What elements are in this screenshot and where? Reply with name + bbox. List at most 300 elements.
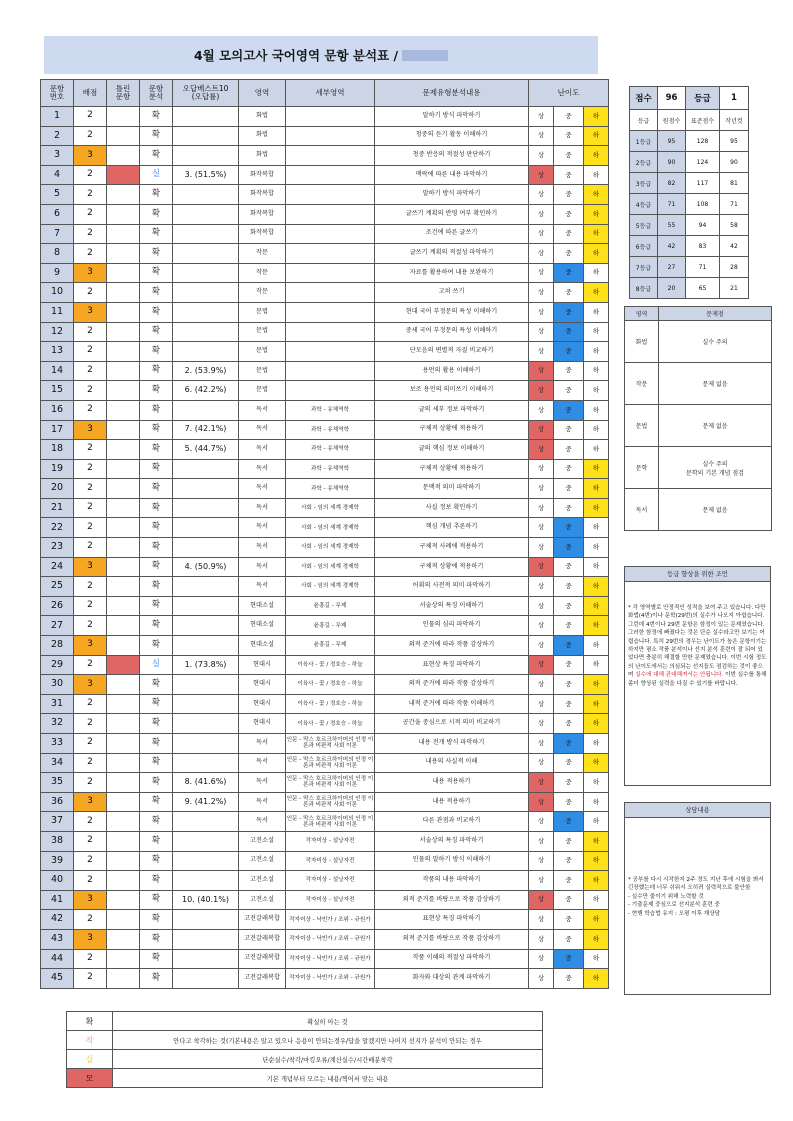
wrong-mark-cell	[107, 694, 140, 714]
area-cell: 독서	[239, 479, 286, 499]
level-mid-cell: 중	[554, 851, 584, 871]
area-cell: 화작복합	[239, 204, 286, 224]
analysis-cell: 확	[140, 616, 173, 636]
sub-area-cell: 인문 - 막스 호르크하이머의 인정 이론과 비판적 사회 이론	[286, 792, 375, 812]
level-mid-cell: 중	[554, 107, 584, 127]
table-row	[41, 890, 609, 910]
area-cell: 작문	[239, 244, 286, 264]
level-high-cell: 상	[529, 498, 554, 518]
points-cell: 2	[74, 498, 107, 518]
analysis-cell: 확	[140, 694, 173, 714]
area-cell: 문법	[239, 361, 286, 381]
table-row	[41, 420, 609, 440]
wrong-mark-cell	[107, 185, 140, 205]
question-number: 25	[41, 577, 74, 597]
question-number: 19	[41, 459, 74, 479]
wrong-mark-cell	[107, 146, 140, 166]
question-number: 26	[41, 596, 74, 616]
level-high-cell: 상	[529, 753, 554, 773]
level-mid-cell: 중	[554, 675, 584, 695]
content-cell: 표현상 특징 파악하기	[375, 655, 529, 675]
level-low-cell: 하	[584, 694, 609, 714]
grade-name: 4등급	[630, 194, 658, 215]
points-cell: 2	[74, 714, 107, 734]
feedback-area: 문법	[625, 405, 659, 447]
level-low-cell: 하	[584, 361, 609, 381]
level-high-cell: 상	[529, 263, 554, 283]
miss-rate-cell: 10. (40.1%)	[173, 890, 239, 910]
level-low-cell: 하	[584, 283, 609, 303]
analysis-cell: 확	[140, 557, 173, 577]
analysis-cell: 확	[140, 302, 173, 322]
content-cell: 중세 국어 부정문의 특성 이해하기	[375, 322, 529, 342]
level-low-cell: 하	[584, 773, 609, 793]
content-cell: 청중의 듣기 활동 이해하기	[375, 126, 529, 146]
analysis-cell: 확	[140, 283, 173, 303]
legend-key: 모	[67, 1069, 113, 1088]
points-cell: 2	[74, 812, 107, 832]
sub-area-cell	[286, 283, 375, 303]
level-mid-cell: 중	[554, 302, 584, 322]
grade-score: 71	[686, 257, 720, 278]
area-cell: 독서	[239, 518, 286, 538]
points-cell: 3	[74, 557, 107, 577]
points-cell: 2	[74, 831, 107, 851]
points-cell: 3	[74, 263, 107, 283]
table-row	[41, 910, 609, 930]
content-cell: 단모음의 변별적 자질 비교하기	[375, 342, 529, 362]
area-cell: 화작복합	[239, 185, 286, 205]
table-row	[41, 929, 609, 949]
question-number: 18	[41, 440, 74, 460]
content-cell: 용언의 활용 이해하기	[375, 361, 529, 381]
wrong-mark-cell	[107, 675, 140, 695]
miss-rate-cell	[173, 322, 239, 342]
analysis-cell: 확	[140, 381, 173, 401]
level-low-cell: 하	[584, 479, 609, 499]
level-low-cell: 하	[584, 498, 609, 518]
sub-area-cell	[286, 146, 375, 166]
grade-cut-row	[630, 173, 749, 194]
points-cell: 2	[74, 773, 107, 793]
table-row	[41, 459, 609, 479]
analysis-cell: 확	[140, 929, 173, 949]
question-number: 34	[41, 753, 74, 773]
miss-rate-cell: 2. (53.9%)	[173, 361, 239, 381]
wrong-mark-cell	[107, 107, 140, 127]
miss-rate-cell	[173, 283, 239, 303]
area-cell: 현대소설	[239, 596, 286, 616]
level-mid-cell: 중	[554, 244, 584, 264]
miss-rate-cell	[173, 871, 239, 891]
analysis-cell: 확	[140, 126, 173, 146]
analysis-cell: 확	[140, 440, 173, 460]
question-number: 3	[41, 146, 74, 166]
area-cell: 현대시	[239, 655, 286, 675]
miss-rate-cell	[173, 753, 239, 773]
wrong-mark-cell	[107, 596, 140, 616]
miss-rate-cell: 4. (50.9%)	[173, 557, 239, 577]
points-cell: 2	[74, 596, 107, 616]
area-cell: 화작복합	[239, 165, 286, 185]
level-high-cell: 상	[529, 929, 554, 949]
points-cell: 2	[74, 185, 107, 205]
sub-area-cell	[286, 263, 375, 283]
area-cell: 문법	[239, 381, 286, 401]
table-row	[41, 851, 609, 871]
grade-score: 20	[658, 278, 686, 299]
table-row	[41, 302, 609, 322]
sub-area-cell	[286, 322, 375, 342]
miss-rate-cell: 3. (51.5%)	[173, 165, 239, 185]
grade-score: 58	[720, 215, 749, 236]
sub-area-cell: 이육사 - 꽃 / 정호승 - 하늘	[286, 694, 375, 714]
level-low-cell: 하	[584, 302, 609, 322]
points-cell: 2	[74, 910, 107, 930]
advice-title: 등급 향상을 위한 조언	[625, 567, 770, 582]
feedback-text: 문제 없음	[659, 405, 772, 447]
level-high-cell: 상	[529, 479, 554, 499]
question-number: 44	[41, 949, 74, 969]
points-cell: 2	[74, 655, 107, 675]
level-high-cell: 상	[529, 518, 554, 538]
content-cell: 내용 적용하기	[375, 773, 529, 793]
wrong-mark-cell	[107, 714, 140, 734]
level-low-cell: 하	[584, 538, 609, 558]
grade-cut-row	[630, 152, 749, 173]
points-cell: 2	[74, 518, 107, 538]
points-cell: 2	[74, 126, 107, 146]
grade-name: 7등급	[630, 257, 658, 278]
sub-area-cell: 윤흥길 - 무제	[286, 616, 375, 636]
content-cell: 내적 준거에 따라 작품 이해하기	[375, 694, 529, 714]
feedback-area: 작문	[625, 363, 659, 405]
advice-body	[625, 582, 770, 692]
table-row	[41, 498, 609, 518]
area-cell: 문법	[239, 302, 286, 322]
level-high-cell: 상	[529, 302, 554, 322]
question-number: 42	[41, 910, 74, 930]
points-cell: 3	[74, 420, 107, 440]
analysis-cell: 확	[140, 342, 173, 362]
table-row	[41, 185, 609, 205]
content-cell: 작품 이해의 적절성 파악하기	[375, 949, 529, 969]
advice-text-end: 이번 실수를 통해 좀더 향상된 실력을 다질 수 있기를 바랍니다.	[628, 672, 767, 687]
wrong-mark-cell	[107, 773, 140, 793]
table-row	[41, 812, 609, 832]
wrong-mark-cell	[107, 734, 140, 754]
wrong-mark-cell	[107, 831, 140, 851]
grade-score: 90	[720, 152, 749, 173]
level-high-cell: 상	[529, 949, 554, 969]
wrong-mark-cell	[107, 910, 140, 930]
wrong-mark-cell	[107, 518, 140, 538]
content-cell: 말하기 방식 파악하기	[375, 185, 529, 205]
legend-row	[67, 1031, 543, 1050]
miss-rate-cell: 7. (42.1%)	[173, 420, 239, 440]
question-number: 5	[41, 185, 74, 205]
column-header: 틀린 문항	[107, 80, 140, 107]
table-row	[41, 969, 609, 989]
wrong-mark-cell	[107, 969, 140, 989]
miss-rate-cell	[173, 302, 239, 322]
content-cell: 글쓰기 계획의 적절성 파악하기	[375, 244, 529, 264]
table-row	[41, 655, 609, 675]
content-cell: 인물의 말하기 방식 이해하기	[375, 851, 529, 871]
level-low-cell: 하	[584, 792, 609, 812]
feedback-text: 실수 주의	[659, 321, 772, 363]
question-number: 45	[41, 969, 74, 989]
grade-name: 3등급	[630, 173, 658, 194]
level-low-cell: 하	[584, 107, 609, 127]
level-low-cell: 하	[584, 224, 609, 244]
content-cell: 청중 반응의 적절성 판단하기	[375, 146, 529, 166]
points-cell: 2	[74, 342, 107, 362]
miss-rate-cell	[173, 498, 239, 518]
grade-score: 21	[720, 278, 749, 299]
level-mid-cell: 중	[554, 420, 584, 440]
question-number: 20	[41, 479, 74, 499]
content-cell: 구체적 상황에 적용하기	[375, 459, 529, 479]
level-high-cell: 상	[529, 283, 554, 303]
legend-table	[66, 1011, 543, 1088]
level-mid-cell: 중	[554, 655, 584, 675]
analysis-cell: 확	[140, 459, 173, 479]
level-high-cell: 상	[529, 342, 554, 362]
content-cell: 화자와 대상의 관계 파악하기	[375, 969, 529, 989]
miss-rate-cell	[173, 224, 239, 244]
counsel-title: 상담내용	[625, 803, 770, 818]
analysis-cell: 확	[140, 361, 173, 381]
level-low-cell: 하	[584, 831, 609, 851]
sub-area-cell: 작자미상 - 낙빈가 / 조위 - 규원가	[286, 929, 375, 949]
analysis-cell: 확	[140, 636, 173, 656]
points-cell: 2	[74, 753, 107, 773]
area-cell: 독서	[239, 557, 286, 577]
score-table	[629, 86, 749, 299]
level-mid-cell: 중	[554, 949, 584, 969]
analysis-cell: 확	[140, 812, 173, 832]
table-row	[41, 557, 609, 577]
analysis-cell: 확	[140, 577, 173, 597]
level-low-cell: 하	[584, 616, 609, 636]
feedback-area: 문학	[625, 447, 659, 489]
table-row	[41, 165, 609, 185]
level-mid-cell: 중	[554, 792, 584, 812]
wrong-mark-cell	[107, 302, 140, 322]
wrong-mark-cell	[107, 204, 140, 224]
grade-score: 90	[658, 152, 686, 173]
miss-rate-cell	[173, 714, 239, 734]
miss-rate-cell	[173, 518, 239, 538]
grade-score: 94	[686, 215, 720, 236]
level-high-cell: 상	[529, 126, 554, 146]
grade-cut-row	[630, 236, 749, 257]
area-cell: 고전갈래복합	[239, 910, 286, 930]
grade-name: 6등급	[630, 236, 658, 257]
sub-area-cell: 과학 - 유체역학	[286, 479, 375, 499]
level-high-cell: 상	[529, 890, 554, 910]
question-number: 8	[41, 244, 74, 264]
miss-rate-cell	[173, 244, 239, 264]
wrong-mark-cell	[107, 929, 140, 949]
legend-description: 안다고 착각하는 것(기본내용은 알고 있으나 응용이 안되는경우/답을 알겠지만 나머지 선지가 분석이 안되는 경우	[113, 1031, 543, 1050]
wrong-mark-cell	[107, 812, 140, 832]
points-cell: 2	[74, 224, 107, 244]
content-cell: 작품의 내용 파악하기	[375, 871, 529, 891]
points-cell: 2	[74, 851, 107, 871]
level-high-cell: 상	[529, 831, 554, 851]
content-cell: 고쳐 쓰기	[375, 283, 529, 303]
level-high-cell: 상	[529, 204, 554, 224]
sub-area-cell	[286, 165, 375, 185]
points-cell: 2	[74, 244, 107, 264]
area-cell: 화법	[239, 126, 286, 146]
counsel-box	[624, 802, 771, 995]
analysis-cell: 확	[140, 498, 173, 518]
level-high-cell: 상	[529, 655, 554, 675]
table-row	[41, 381, 609, 401]
level-high-cell: 상	[529, 969, 554, 989]
points-cell: 2	[74, 440, 107, 460]
miss-rate-cell	[173, 263, 239, 283]
level-low-cell: 하	[584, 185, 609, 205]
miss-rate-cell	[173, 596, 239, 616]
level-mid-cell: 중	[554, 773, 584, 793]
content-cell: 핵심 개념 추론하기	[375, 518, 529, 538]
level-mid-cell: 중	[554, 342, 584, 362]
grade-score: 71	[658, 194, 686, 215]
legend-key: 작	[67, 1031, 113, 1050]
level-mid-cell: 중	[554, 498, 584, 518]
question-number: 17	[41, 420, 74, 440]
points-cell: 2	[74, 734, 107, 754]
miss-rate-cell	[173, 851, 239, 871]
question-number: 7	[41, 224, 74, 244]
level-mid-cell: 중	[554, 616, 584, 636]
sub-area-cell	[286, 204, 375, 224]
miss-rate-cell	[173, 969, 239, 989]
content-cell: 외적 준거에 따라 작품 감상하기	[375, 675, 529, 695]
question-number: 22	[41, 518, 74, 538]
content-cell: 말하기 방식 파악하기	[375, 107, 529, 127]
area-cell: 고전갈래복합	[239, 949, 286, 969]
analysis-cell: 실	[140, 655, 173, 675]
miss-rate-cell: 8. (41.6%)	[173, 773, 239, 793]
feedback-col-header: 문제점	[659, 307, 772, 321]
grade-score: 82	[658, 173, 686, 194]
level-high-cell: 상	[529, 185, 554, 205]
level-mid-cell: 중	[554, 890, 584, 910]
level-mid-cell: 중	[554, 224, 584, 244]
area-cell: 화법	[239, 107, 286, 127]
miss-rate-cell	[173, 616, 239, 636]
analysis-cell: 확	[140, 185, 173, 205]
level-low-cell: 하	[584, 577, 609, 597]
grade-score: 28	[720, 257, 749, 278]
question-number: 28	[41, 636, 74, 656]
analysis-cell: 확	[140, 734, 173, 754]
level-high-cell: 상	[529, 616, 554, 636]
question-number: 4	[41, 165, 74, 185]
sub-area-cell: 작자미상 - 낙빈가 / 조위 - 규원가	[286, 949, 375, 969]
content-cell: 다른 관점과 비교하기	[375, 812, 529, 832]
analysis-cell: 확	[140, 224, 173, 244]
wrong-mark-cell	[107, 636, 140, 656]
level-mid-cell: 중	[554, 929, 584, 949]
level-high-cell: 상	[529, 812, 554, 832]
feedback-row	[625, 489, 772, 531]
advice-text: * 각 영역별로 안정적인 성적을 보여 주고 있습니다. 다만 화법(4번)이나 문학(29번)의 실수가 나오지 아쉽습니다. 그런데 4번이나 29번 문항은 함정이 있는 문제였습니다. 그러한 함정에 빠졌다는 것은 단순 실수라고만 보기는 어렵습니다. 특히 29번의 경우는 난이도가 높은 문항이기는 하지만 평소 작품 분석이나 선지 분석 훈련이 잘 되어 있었다면 충분히 해결할 만한 문제였습니다. 이번 시험 정도의 난이도에서는 의심되는 선지들도 점검하는 것이 좋으며	[628, 605, 767, 679]
grade-value: 1	[720, 87, 749, 110]
sub-area-cell: 과학 - 유체역학	[286, 400, 375, 420]
question-number: 41	[41, 890, 74, 910]
wrong-mark-cell	[107, 577, 140, 597]
level-mid-cell: 중	[554, 812, 584, 832]
wrong-mark-cell	[107, 890, 140, 910]
miss-rate-cell	[173, 636, 239, 656]
wrong-mark-cell	[107, 165, 140, 185]
table-row	[41, 204, 609, 224]
area-cell: 현대시	[239, 714, 286, 734]
grade-score: 42	[720, 236, 749, 257]
analysis-cell: 확	[140, 322, 173, 342]
wrong-mark-cell	[107, 459, 140, 479]
sub-area-cell	[286, 185, 375, 205]
level-low-cell: 하	[584, 204, 609, 224]
area-cell: 독서	[239, 459, 286, 479]
level-low-cell: 하	[584, 753, 609, 773]
table-row	[41, 538, 609, 558]
analysis-cell: 확	[140, 244, 173, 264]
grade-cut-row	[630, 215, 749, 236]
table-row	[41, 616, 609, 636]
score-summary-row	[630, 87, 749, 110]
points-cell: 2	[74, 283, 107, 303]
level-mid-cell: 중	[554, 479, 584, 499]
area-cell: 작문	[239, 263, 286, 283]
wrong-mark-cell	[107, 616, 140, 636]
grade-score: 71	[720, 194, 749, 215]
grade-score: 128	[686, 131, 720, 152]
table-row	[41, 773, 609, 793]
level-low-cell: 하	[584, 322, 609, 342]
table-row	[41, 949, 609, 969]
analysis-cell: 확	[140, 792, 173, 812]
level-high-cell: 상	[529, 361, 554, 381]
question-number: 9	[41, 263, 74, 283]
sub-area-cell: 윤흥길 - 무제	[286, 636, 375, 656]
area-cell: 고전소설	[239, 890, 286, 910]
sub-area-cell	[286, 224, 375, 244]
content-cell: 구체적 상황에 적용하기	[375, 420, 529, 440]
analysis-cell: 확	[140, 420, 173, 440]
question-number: 23	[41, 538, 74, 558]
sub-area-cell	[286, 361, 375, 381]
points-cell: 3	[74, 929, 107, 949]
level-high-cell: 상	[529, 244, 554, 264]
miss-rate-cell	[173, 204, 239, 224]
content-cell: 사실 정보 확인하기	[375, 498, 529, 518]
level-low-cell: 하	[584, 420, 609, 440]
area-cell: 독서	[239, 577, 286, 597]
miss-rate-cell	[173, 694, 239, 714]
column-header: 영역	[239, 80, 286, 107]
points-cell: 2	[74, 969, 107, 989]
level-mid-cell: 중	[554, 596, 584, 616]
level-high-cell: 상	[529, 146, 554, 166]
sub-area-cell	[286, 381, 375, 401]
